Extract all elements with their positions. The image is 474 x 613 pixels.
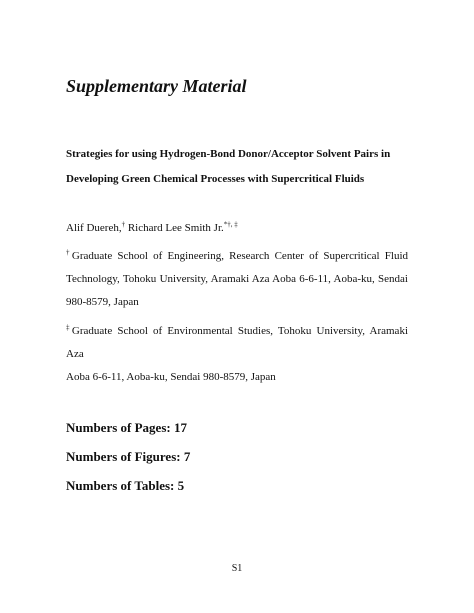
- paper-title-line-1: Strategies for using Hydrogen-Bond Donor/Acceptor Solvent Pairs in: [66, 148, 391, 160]
- affiliation-1-line-3: 980-8579, Japan: [66, 296, 139, 308]
- affiliation-1: [66, 245, 408, 314]
- author-2-name: Richard Lee Smith Jr.: [125, 222, 224, 234]
- affiliation-2-line-1: ‡Graduate School of Environmental Studies, Tohoku University, Aramaki Aza: [66, 323, 408, 360]
- paper-title-line-2: Developing Green Chemical Processes with Supercritical Fluids: [66, 173, 365, 185]
- author-1-name: Alif Duereh,: [66, 222, 122, 234]
- affiliation-2: [66, 320, 408, 389]
- author-list: [66, 222, 238, 234]
- affiliation-1-line-2: Technology, Tohoku University, Aramaki Aza Aoba 6-6-11, Aoba-ku, Sendai: [66, 273, 408, 285]
- page-number: S1: [231, 563, 243, 574]
- tables-count: Numbers of Tables: 5: [66, 478, 185, 493]
- author-2-affiliation-mark: *†, ‡: [223, 220, 238, 229]
- affiliation-1-mark: †: [66, 248, 72, 257]
- supplementary-heading: Supplementary Material: [66, 76, 247, 96]
- pages-count: Numbers of Pages: 17: [66, 420, 187, 435]
- affiliation-2-mark: ‡: [66, 323, 72, 332]
- document-counts: [66, 413, 190, 500]
- affiliation-1-line-1: †Graduate School of Engineering, Research Center of Supercritical Fluid: [66, 248, 409, 262]
- figures-count: Numbers of Figures: 7: [66, 449, 191, 464]
- paper-title: [66, 142, 416, 192]
- affiliation-2-line-2: Aoba 6-6-11, Aoba-ku, Sendai 980-8579, Japan: [66, 371, 276, 383]
- author-1-affiliation-mark: †: [121, 220, 126, 229]
